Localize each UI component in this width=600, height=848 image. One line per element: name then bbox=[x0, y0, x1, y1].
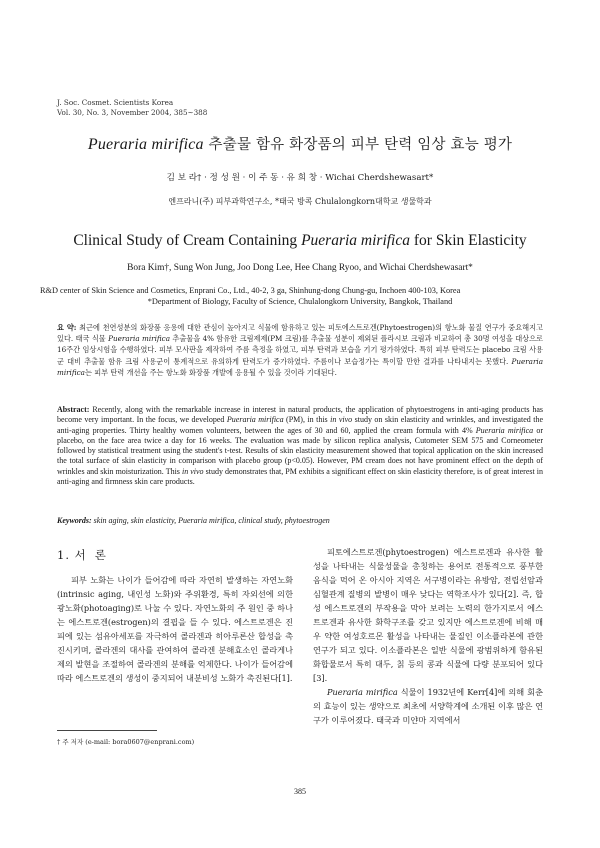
english-abstract bbox=[57, 405, 543, 487]
english-abstract-text: study demonstrates that, PM exhibits a significant effect on skin elasticity therefore, is of great interest in anti-aging and firmness skin care products. bbox=[57, 466, 544, 487]
journal-info bbox=[57, 98, 207, 118]
section-title: 론 bbox=[94, 548, 107, 562]
keywords-text: skin aging, skin elasticity, Pueraria mirifica, clinical study, phytoestrogen bbox=[91, 516, 330, 525]
affiliation-line-1: R&D center of Skin Science and Cosmetics, Enprani Co., Ltd., 40-2, 3 ga, Shinhung-dong Chung-gu, Inchoen 400-103, Korea bbox=[40, 286, 461, 295]
korean-abstract-text: 추출물을 4% 함유한 크림제제(PM 크림)를 추출물 성분이 제외된 플라시보 크림과 비교하여 총 30명 여성을 대상으로 16주간 임상시험을 수행하였다. 피부 모사판을 제작하여 주름 측정을 하였고, 피부 탄력과 보습을 기기 평가하였다. 특히 피부 탄력도는 placebo 크림 사용군 대비 추출물 함유 크림 사용군이 통계적으로 유의하게 탄력도가 증가하였다. 주름이나 보습정가는 특이할 만한 결과를 나타내지는 못했다. bbox=[57, 334, 543, 366]
affiliation-line-2: *Department of Biology, Faculty of Science, Chulalongkorn University, Bangkok, Thailand bbox=[147, 297, 453, 306]
footnote: † 주 저자 (e-mail: bora0607@enprani.com) bbox=[57, 738, 195, 746]
english-abstract-text: study on skin elasticity and wrinkles, and investigated the anti-aging properties. Thirty healthy women volunteers, between the ages of 30 and 60, applied the cream formula with 4% bbox=[57, 415, 543, 435]
right-paragraph-species: Pueraria mirifica bbox=[327, 687, 398, 697]
korean-abstract-text: 최근에 천연성분의 화장품 응용에 대한 관심이 높아지고 식물에 함유하고 있는 피토에스트로겐(Phytoestrogen)의 항노화 물질 연구가 중요해지고 있다. 태국 식물 bbox=[57, 323, 543, 344]
korean-title bbox=[0, 133, 600, 154]
page-number: 385 bbox=[294, 787, 306, 796]
right-paragraph-2-text: 식물이 1932년에 Kerr[4]에 의해 회춘의 효능이 있는 생약으로 최초에 서양학계에 소개된 이후 많은 연구가 이루어졌다. 태국과 미얀마 지역에서 bbox=[313, 687, 543, 725]
korean-authors: 김 보 라† · 정 성 원 · 이 주 동 · 유 희 창 · Wichai Cherdshewasart* bbox=[166, 173, 434, 183]
korean-abstract-label: 요 약: bbox=[57, 323, 77, 332]
korean-abstract-species: Pueraria mirifica bbox=[108, 334, 170, 344]
korean-affiliation: 엔프라니(주) 피부과학연구소, *태국 방콕 Chulalongkorn대학교 생물학과 bbox=[168, 197, 432, 206]
english-title bbox=[0, 232, 600, 250]
english-abstract-italic: Pueraria mirifica bbox=[226, 415, 284, 425]
footnote-rule bbox=[57, 730, 157, 731]
left-column bbox=[57, 573, 293, 685]
english-abstract-text: or placebo, on the face area twice a day for 16 weeks. The evaluation was made by silicon replica analysis, Cutometer SEM 575 and Corneometer followed by statistical treatment using the student's t-test. Results of skin elasticity measurement showed that topical application on the skin increased the total surface of skin elasticity in comparison with placebo group (p<0.05). However, PM cream does not have prominent effect on the depth of wrinkles and skin moisturization. This bbox=[57, 425, 544, 476]
english-abstract-text: Recently, along with the remarkable increase in interest in natural products, the application of phytoestrogens in anti-aging products has become very important. In the focus, we developed bbox=[57, 405, 543, 425]
journal-name: J. Soc. Cosmet. Scientists Korea bbox=[57, 98, 174, 107]
keywords bbox=[57, 516, 543, 525]
english-abstract-italic: Pueraria mirifica bbox=[475, 425, 534, 435]
keywords-label: Keywords: bbox=[57, 516, 92, 525]
right-paragraph-1: 피토에스트로겐(phytoestrogen) 에스트로겐과 유사한 활성을 나타내는 식물성물을 총칭하는 용어로 전통적으로 풍부한 음식을 먹어 온 아시아 지역은 서구병이라는 유방암, 전립선암과 심혈관계 질병의 발병이 매우 낮다는 역학조사가 있다[2]. 즉, 합성 에스트로겐의 부작용을 막아 보려는 노력의 한가지로서 에스트로겐과 유사한 화학구조를 갖고 있지만 에스트로겐에 비해 매우 약한 여성호르몬 활성을 나타내는 물질인 이소플라본에 관한 연구가 되고 있다. 이소플라본은 일반 식물에 광범위하게 함유된 화합물로서 특히 대두, 칡 등의 콩과 식물에 다량 분포되어 있다[3]. bbox=[313, 547, 543, 683]
right-paragraph-2 bbox=[313, 685, 543, 727]
korean-title-species: Pueraria mirifica bbox=[87, 136, 204, 153]
korean-abstract-text: 는 피부 탄력 개선을 주는 항노화 화장품 개발에 응용될 수 있을 것이라 기대된다. bbox=[84, 367, 337, 377]
journal-volume: Vol. 30, No. 3, November 2004, 385~388 bbox=[57, 108, 208, 117]
korean-title-rest: 추출물 함유 화장품의 피부 탄력 임상 효능 평가 bbox=[203, 137, 513, 153]
english-abstract-label: Abstract: bbox=[57, 405, 90, 414]
korean-abstract-species: Pueraria mirifica bbox=[57, 356, 543, 377]
english-authors: Bora Kim†, Sung Won Jung, Joo Dong Lee, Hee Chang Ryoo, and Wichai Cherdshewasart* bbox=[127, 263, 473, 273]
english-title-pre: Clinical Study of Cream Containing bbox=[73, 232, 302, 249]
english-abstract-italic: in vivo bbox=[181, 466, 204, 476]
left-paragraph: 피부 노화는 나이가 들어감에 따라 자연히 발생하는 자연노화(intrinsic aging, 내인성 노화)와 주위환경, 특히 자외선에 의한 광노화(photoaging)로 나눌 수 있다. 자연노화의 주 원인 중 하나는 에스트로겐(estrogen)의 결핍을 들 수 있다. 에스트로겐은 진피에 있는 섬유아세포를 자극하여 콜라겐과 히아루론산 합성을 촉진시키며, 콜라겐의 대사를 관여하여 콜라겐 분해효소인 콜라게나제의 발현을 조절하여 콜라겐의 분해를 억제한다. 나이가 들어감에 따라 에스트로겐의 생성이 중지되어 내분비성 노화가 촉진된다[1]. bbox=[57, 575, 293, 683]
right-column bbox=[313, 545, 543, 727]
english-title-post: for Skin Elasticity bbox=[410, 232, 527, 249]
english-abstract-italic: in vivo bbox=[330, 415, 353, 425]
section-heading bbox=[57, 547, 107, 563]
english-abstract-text: (PM), in this bbox=[283, 415, 331, 425]
english-affiliation bbox=[40, 285, 560, 307]
section-number: 1. 서 bbox=[57, 548, 87, 562]
korean-abstract bbox=[57, 322, 543, 378]
english-title-species: Pueraria mirifica bbox=[301, 232, 410, 249]
